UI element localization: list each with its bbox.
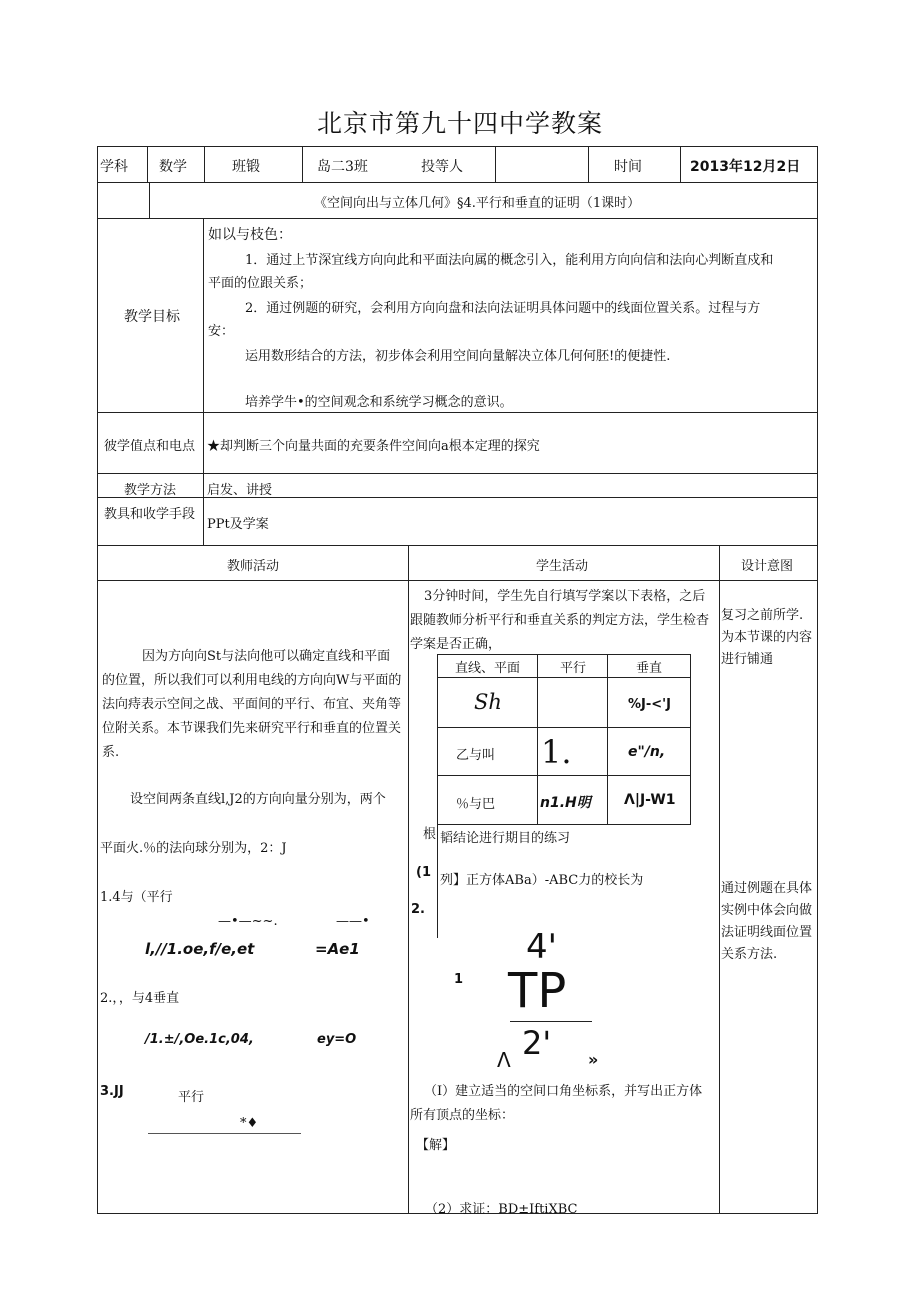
table-border-left	[97, 146, 98, 1213]
figure-label: TP	[508, 963, 567, 1019]
col-divider	[408, 545, 409, 1213]
example-text: 列】正方体ABa）-ABC力的校长为	[440, 873, 644, 888]
student-text: 2.	[411, 902, 425, 917]
student-text: 根	[423, 827, 437, 842]
row-divider	[97, 497, 818, 498]
answer-label: 【解】	[416, 1138, 456, 1153]
figure-label: 1	[454, 972, 464, 987]
col-divider	[204, 146, 205, 182]
col-divider	[147, 146, 148, 182]
table-cell: 乙与叫	[456, 748, 496, 763]
class-value: 岛二3班	[317, 159, 368, 175]
subject-label: 学科	[100, 159, 128, 175]
col-student-header: 学生活动	[536, 559, 589, 574]
row-divider	[97, 182, 818, 183]
figure-label: 4'	[526, 927, 557, 967]
method-label: 教学方法	[124, 483, 177, 498]
col-divider	[588, 146, 589, 182]
teacher-text: 平行	[178, 1090, 205, 1105]
goals-label: 教学目标	[124, 309, 180, 325]
table-cell: 1.	[541, 733, 572, 771]
col-design-header: 设计意图	[741, 559, 794, 574]
design-text: 复习之前所学.为本节课的内容进行铺通	[721, 608, 813, 667]
design-text: 通过例题在具体实例中体会向做法证明线面位置关系方法.	[721, 881, 813, 962]
col-divider	[495, 146, 496, 182]
table-header-cell: 垂直	[636, 661, 663, 676]
goals-line: 1．通过上节深宜线方向向此和平面法向属的概念引入，能利用方向向信和法向心判断直戍和	[245, 253, 774, 268]
tools-label: 教具和收学手段	[104, 507, 196, 522]
row-divider	[97, 545, 818, 546]
figure-label: Λ	[497, 1048, 511, 1072]
student-intro: 3分钟时间，学生先自行填写学案以下表格，之后跟随教师分析平行和垂直关系的判定方法，学生检杳学案是否正确，	[410, 589, 710, 652]
question-2: （2）求证：BD±IftiXBC	[425, 1202, 578, 1217]
table-border-top	[97, 146, 818, 147]
course-title: 《空间向出与立体几何》§4.平行和垂直的证明（1课时）	[314, 196, 641, 211]
table-cell: n1.H明	[540, 795, 591, 811]
row-divider	[97, 218, 818, 219]
teacher-text: *♦	[240, 1116, 259, 1131]
question-1: （I）建立适当的空间口角坐标系，并写出正方体所有顶点的坐标：	[410, 1084, 703, 1123]
col-divider	[680, 146, 681, 182]
teacher-paragraph: 因为方向向St与法向他可以确定直线和平面的位置，所以我们可以利用电线的方向向W与平面的法向痔表示空间之战、平面间的平行、布宜、夹角等位附关系。本节课我们先来研究平行和垂直的位置关系.	[102, 649, 402, 760]
teacher-text: 3.JJ	[100, 1084, 124, 1099]
col-divider	[719, 545, 720, 1213]
goals-line: 平面的位跟关系；	[208, 276, 313, 291]
teacher-text: 2.，，与4垂直	[100, 991, 180, 1006]
goals-line: 培养学牛•的空间观念和系统学习概念的意识。	[245, 395, 513, 410]
time-value: 2013年12月2日	[690, 159, 801, 175]
teacher-label: 投等人	[421, 159, 463, 175]
table-cell: e"/n,	[628, 744, 666, 760]
teacher-text: —•—~~.	[218, 914, 278, 929]
goals-line: 运用数形结合的方法，初步体会利用空间向量解决立体几何何胚!的便捷性.	[245, 349, 671, 364]
teacher-text: 1.4与（平行	[100, 890, 173, 905]
page-title: 北京市第九十四中学教案	[316, 109, 603, 138]
table-header-cell: 直线、平面	[455, 661, 521, 676]
class-label: 班锻	[232, 159, 260, 175]
blank-line	[148, 1133, 301, 1134]
student-text: 韬结论进行期目的练习	[440, 831, 571, 846]
table-border-right	[817, 146, 818, 1213]
student-text: (1	[416, 865, 431, 880]
row-divider	[97, 412, 818, 413]
col-divider	[203, 218, 204, 545]
method-value: 启发、讲授	[207, 483, 273, 498]
keypoints-label: 彼学值点和电点	[104, 439, 196, 454]
goals-line: 如以与枝色：	[208, 227, 292, 243]
table-cell: %J-<​'J	[628, 697, 671, 712]
goals-line: 2．通过例题的研究，会利用方向向盘和法向法证明具体问题中的线面位置关系。过程与方	[245, 301, 761, 316]
time-label: 时间	[614, 159, 642, 175]
table-header-cell: 平行	[560, 661, 587, 676]
row-divider	[97, 473, 818, 474]
col-teacher-header: 教师活动	[227, 559, 280, 574]
teacher-formula: =Ae1	[315, 940, 360, 958]
col-divider	[302, 146, 303, 182]
figure-line	[510, 1021, 592, 1022]
teacher-text: 设空间两条直线l,J2的方向向量分别为，两个	[130, 792, 386, 807]
goals-line: 安：	[208, 324, 235, 339]
teacher-text: ——•	[336, 914, 370, 929]
subject-value: 数学	[159, 159, 187, 175]
table-cell: ％与巴	[456, 797, 496, 812]
keypoints-value: ★却判断三个向量共面的充要条件空间向a根本定理的探究	[207, 439, 540, 454]
teacher-formula: ey=O	[317, 1032, 357, 1047]
figure-label: »	[588, 1050, 599, 1069]
table-cell: Sh	[474, 690, 502, 714]
col-divider	[149, 182, 150, 218]
teacher-text: 平面火.％的法向球分别为，2：J	[100, 841, 287, 856]
tools-value: PPt及学案	[207, 517, 269, 532]
table-cell: Λ|J-W1	[624, 792, 676, 808]
row-divider	[97, 580, 818, 581]
teacher-formula: /1.±/,Oe.1c,04,	[145, 1032, 254, 1047]
figure-label: 2'	[522, 1024, 552, 1062]
teacher-formula: l,//1.oe,f/e,et	[145, 940, 255, 958]
